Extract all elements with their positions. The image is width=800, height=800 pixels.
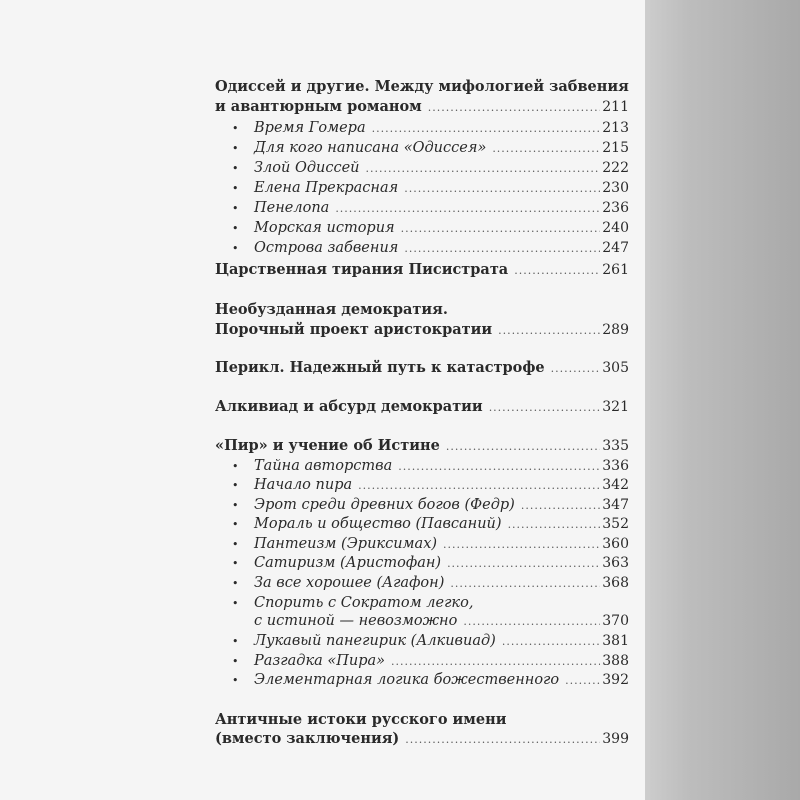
dot-leader xyxy=(447,554,600,574)
bullet-icon: • xyxy=(232,142,239,155)
toc-subentry xyxy=(232,495,629,515)
bullet-icon: • xyxy=(232,538,239,551)
page-number: 247 xyxy=(602,240,629,256)
toc-subentry xyxy=(232,198,629,218)
toc-subentry xyxy=(232,238,629,258)
bullet-icon: • xyxy=(232,222,239,235)
toc-entry-title xyxy=(215,77,629,97)
entry-title: Пенелопа xyxy=(254,200,330,216)
entry-title: Порочный проект аристократии xyxy=(215,321,493,338)
page-number: 368 xyxy=(602,575,629,591)
entry-title: Для кого написана «Одиссея» xyxy=(254,140,487,156)
page-number: 381 xyxy=(602,633,629,649)
page-number: 363 xyxy=(602,555,629,571)
dot-leader xyxy=(463,612,600,632)
dot-leader xyxy=(446,437,600,457)
dot-leader xyxy=(443,535,600,555)
toc-entry xyxy=(215,358,629,378)
dot-leader xyxy=(404,239,600,259)
entry-title: Элементарная логика божественного xyxy=(254,672,560,688)
entry-title: Мораль и общество (Павсаний) xyxy=(254,516,502,532)
dot-leader xyxy=(358,476,600,496)
dot-leader xyxy=(492,139,600,159)
entry-title: Время Гомера xyxy=(254,120,366,136)
entry-title: с истиной — невозможно xyxy=(254,613,458,629)
toc-subentry xyxy=(232,573,629,593)
bullet-icon: • xyxy=(232,518,239,531)
toc-subentry xyxy=(232,611,629,631)
bullet-icon: • xyxy=(232,182,239,195)
page-number: 240 xyxy=(602,220,629,236)
entry-title: Разгадка «Пира» xyxy=(254,653,386,669)
page-number: 347 xyxy=(602,497,629,513)
dot-leader xyxy=(335,199,600,219)
toc-subentry xyxy=(232,178,629,198)
entry-title: Сатиризм (Аристофан) xyxy=(254,555,442,571)
bullet-icon: • xyxy=(232,499,239,512)
page-number: 392 xyxy=(602,672,629,688)
bullet-icon: • xyxy=(232,557,239,570)
toc-entry xyxy=(215,260,629,280)
entry-title: Тайна авторства xyxy=(254,458,393,474)
page-number: 342 xyxy=(602,477,629,493)
dot-leader xyxy=(521,496,600,516)
entry-title: Начало пира xyxy=(254,477,353,493)
dot-leader xyxy=(551,359,601,379)
toc-entry-title xyxy=(215,300,629,320)
toc-subentry xyxy=(232,456,629,476)
toc-subentry xyxy=(232,670,629,690)
page-number: 305 xyxy=(602,360,629,376)
entry-title: Античные истоки русского имени xyxy=(215,711,507,728)
toc-subentry xyxy=(232,118,629,138)
bullet-icon: • xyxy=(232,597,239,610)
page-number: 335 xyxy=(602,438,629,454)
toc-subentry xyxy=(232,631,629,651)
page-number: 321 xyxy=(602,399,629,415)
toc-entry-title xyxy=(215,710,629,730)
toc-subentry xyxy=(232,651,629,671)
dot-leader xyxy=(428,98,601,118)
bullet-icon: • xyxy=(232,674,239,687)
toc-subentry xyxy=(232,158,629,178)
page-number: 336 xyxy=(602,458,629,474)
dot-leader xyxy=(405,730,600,750)
toc-entry xyxy=(215,97,629,117)
bullet-icon: • xyxy=(232,202,239,215)
page-number: 399 xyxy=(602,731,629,747)
dot-leader xyxy=(404,179,600,199)
toc-subentry xyxy=(232,475,629,495)
toc-subentry xyxy=(232,534,629,554)
entry-title: Царственная тирания Писистрата xyxy=(215,261,509,278)
dot-leader xyxy=(450,574,600,594)
entry-title: Эрот среди древних богов (Федр) xyxy=(254,497,515,513)
dot-leader xyxy=(489,398,601,418)
toc-subentry xyxy=(232,138,629,158)
bullet-icon: • xyxy=(232,242,239,255)
bullet-icon: • xyxy=(232,655,239,668)
page-number: 211 xyxy=(602,99,629,115)
entry-title: Одиссей и другие. Между мифологией забвения xyxy=(215,78,629,95)
bullet-icon: • xyxy=(232,479,239,492)
dot-leader xyxy=(498,321,600,341)
bullet-icon: • xyxy=(232,577,239,590)
dot-leader xyxy=(508,515,601,535)
toc-subentry-title xyxy=(232,593,629,613)
dot-leader xyxy=(391,652,600,672)
toc-subentry xyxy=(232,514,629,534)
entry-title: Необузданная демократия. xyxy=(215,301,448,318)
toc-entry xyxy=(215,397,629,417)
dot-leader xyxy=(565,671,600,691)
dot-leader xyxy=(502,632,600,652)
entry-title: Морская история xyxy=(254,220,395,236)
entry-title: Лукавый панегирик (Алкивиад) xyxy=(254,633,496,649)
entry-title: Алкивиад и абсурд демократии xyxy=(215,398,483,415)
dot-leader xyxy=(514,261,600,281)
bullet-icon: • xyxy=(232,460,239,473)
entry-title: Спорить с Сократом легко, xyxy=(254,595,474,611)
toc-entry xyxy=(215,436,629,456)
entry-title: Острова забвения xyxy=(254,240,399,256)
entry-title: За все хорошее (Агафон) xyxy=(254,575,445,591)
page-number: 213 xyxy=(602,120,629,136)
page-number: 388 xyxy=(602,653,629,669)
bullet-icon: • xyxy=(232,162,239,175)
toc-entry xyxy=(215,729,629,749)
bullet-icon: • xyxy=(232,122,239,135)
toc-entry xyxy=(215,320,629,340)
page-number: 360 xyxy=(602,536,629,552)
page-number: 370 xyxy=(602,613,629,629)
entry-title: Пантеизм (Эриксимах) xyxy=(254,536,438,552)
page-number: 289 xyxy=(602,322,629,338)
page-number: 230 xyxy=(602,180,629,196)
page-number: 215 xyxy=(602,140,629,156)
entry-title: и авантюрным романом xyxy=(215,98,422,115)
dot-leader xyxy=(366,159,601,179)
page-number: 352 xyxy=(602,516,629,532)
entry-title: «Пир» и учение об Истине xyxy=(215,437,440,454)
page-number: 236 xyxy=(602,200,629,216)
page-number: 222 xyxy=(602,160,629,176)
toc-subentry xyxy=(232,553,629,573)
dot-leader xyxy=(398,457,600,477)
toc-subentry xyxy=(232,218,629,238)
entry-title: Злой Одиссей xyxy=(254,160,360,176)
entry-title: Перикл. Надежный путь к катастрофе xyxy=(215,359,545,376)
dot-leader xyxy=(401,219,601,239)
bullet-icon: • xyxy=(232,635,239,648)
page-number: 261 xyxy=(602,262,629,278)
entry-title: Елена Прекрасная xyxy=(254,180,399,196)
dot-leader xyxy=(372,119,601,139)
entry-title: (вместо заключения) xyxy=(215,730,400,747)
